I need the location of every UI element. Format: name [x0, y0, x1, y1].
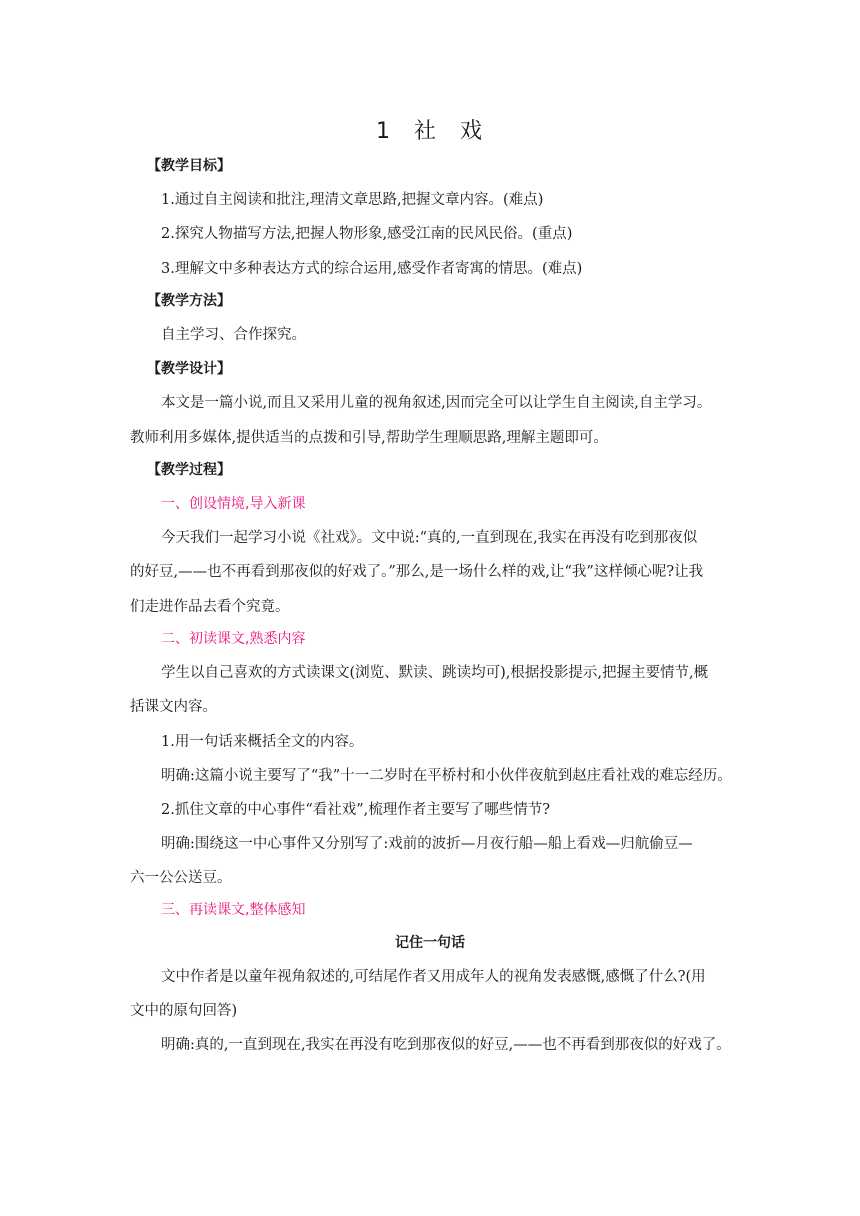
title-char-1: 社 — [413, 119, 438, 144]
step-1-line-3: 们走进作品去看个究竟。 — [130, 599, 290, 615]
answer-2-line-2: 六一公公送豆。 — [130, 870, 232, 886]
title-char-2: 戏 — [460, 119, 485, 144]
process-heading: 【教学过程】 — [147, 462, 231, 478]
goal-3: 3.理解文中多种表达方式的综合运用,感受作者寄寓的情思。(难点) — [161, 261, 583, 277]
step-3-title: 三、再读课文,整体感知 — [161, 902, 306, 918]
question-1: 1.用一句话来概括全文的内容。 — [161, 734, 364, 750]
step-1-line-1: 今天我们一起学习小说《社戏》。文中说:“真的,一直到现在,我实在再没有吃到那夜似 — [161, 530, 698, 546]
step-1-line-2: 的好豆,——也不再看到那夜似的好戏了。”那么,是一场什么样的戏,让“我”这样倾心呢?让我 — [130, 564, 704, 580]
goal-1: 1.通过自主阅读和批注,理清文章思路,把握文章内容。(难点) — [161, 192, 544, 208]
design-line-2: 教师利用多媒体,提供适当的点拨和引导,帮助学生理顺思路,理解主题即可。 — [130, 430, 608, 446]
step-2-line-2: 括课文内容。 — [130, 699, 217, 715]
goals-heading: 【教学目标】 — [147, 158, 231, 174]
lesson-number: 1 — [375, 119, 392, 144]
lesson-title — [0, 114, 860, 145]
remember-heading: 记住一句话 — [395, 935, 465, 951]
answer-2-line-1: 明确:围绕这一中心事件又分别写了:戏前的波折—月夜行船—船上看戏—归航偷豆— — [161, 836, 693, 852]
step-2-line-1: 学生以自己喜欢的方式读课文(浏览、默读、跳读均可),根据投影提示,把握主要情节,概 — [161, 665, 709, 681]
answer-1: 明确:这篇小说主要写了“我”十一二岁时在平桥村和小伙伴夜航到赵庄看社戏的难忘经历。 — [161, 768, 732, 784]
method-text: 自主学习、合作探究。 — [161, 327, 306, 343]
question-2: 2.抓住文章的中心事件“看社戏”,梳理作者主要写了哪些情节? — [161, 802, 551, 818]
step-2-title: 二、初读课文,熟悉内容 — [161, 631, 306, 647]
method-heading: 【教学方法】 — [147, 293, 231, 309]
goal-2: 2.探究人物描写方法,把握人物形象,感受江南的民风民俗。(重点) — [161, 226, 573, 242]
step-1-title: 一、创设情境,导入新课 — [161, 496, 306, 512]
step-3-answer: 明确:真的,一直到现在,我实在再没有吃到那夜似的好豆,——也不再看到那夜似的好戏了。 — [161, 1037, 731, 1053]
step-3-line-2: 文中的原句回答) — [130, 1003, 238, 1019]
design-line-1: 本文是一篇小说,而且又采用儿童的视角叙述,因而完全可以让学生自主阅读,自主学习。 — [161, 395, 712, 411]
step-3-line-1: 文中作者是以童年视角叙述的,可结尾作者又用成年人的视角发表感慨,感慨了什么?(用 — [161, 969, 706, 985]
design-heading: 【教学设计】 — [147, 361, 231, 377]
